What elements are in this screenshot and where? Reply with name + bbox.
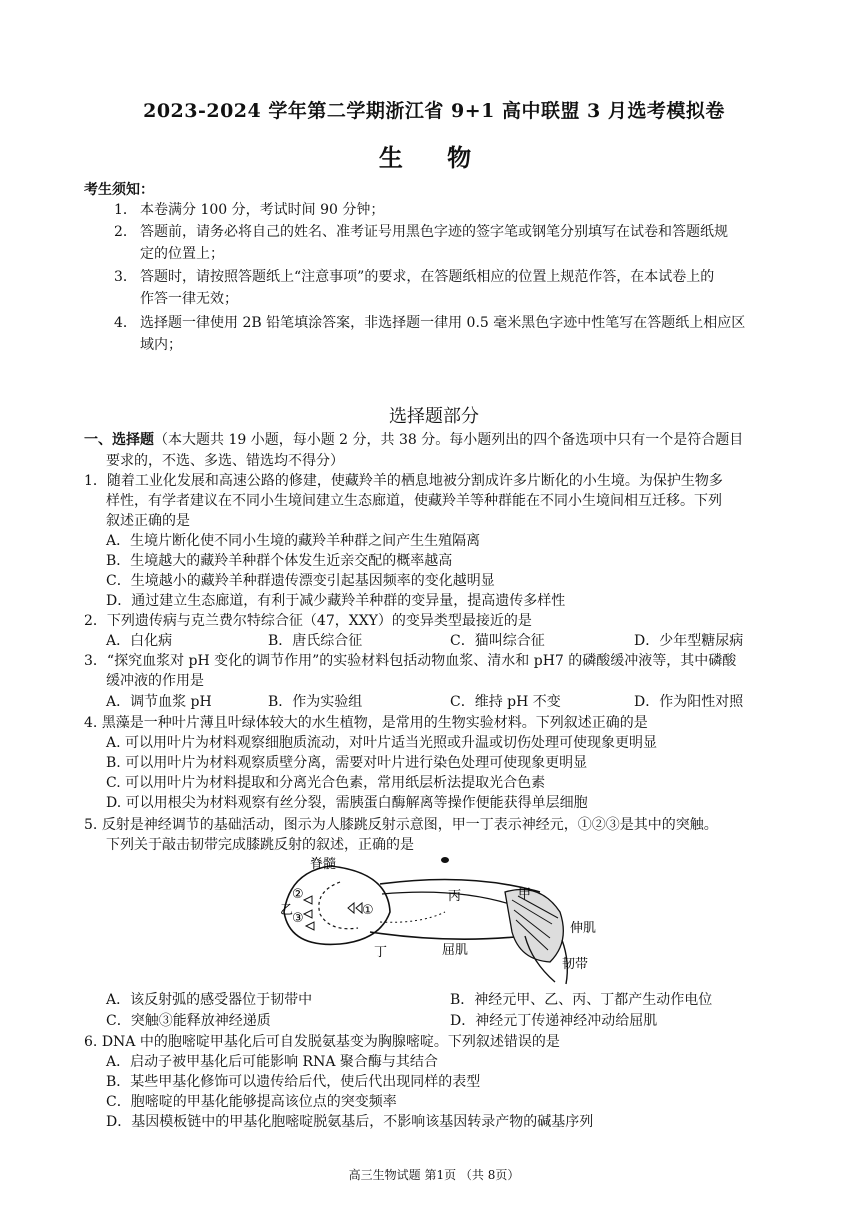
question-stem: 样性，有学者建议在不同小生境间建立生态廊道，使藏羚羊等种群能在不同小生境间相互迁移。下列 xyxy=(106,493,722,509)
notice-text: 本卷满分 100 分，考试时间 90 分钟； xyxy=(140,202,385,218)
label-synapse-3: ③ xyxy=(292,911,304,926)
question-4 xyxy=(84,713,794,813)
question-stem: 反射是神经调节的基础活动，图示为人膝跳反射示意图，甲一丁表示神经元，①②③是其中的突触。 xyxy=(101,817,718,833)
notice-heading: 考生须知： xyxy=(84,182,154,198)
option-a: A．启动子被甲基化后可能影响 RNA 聚合酶与其结合 xyxy=(106,1054,438,1070)
option-c: C．胞嘧啶的甲基化能够提高该位点的突变频率 xyxy=(106,1094,397,1110)
option-c: C. 可以用叶片为材料提取和分离光合色素，常用纸层析法提取光合色素 xyxy=(106,775,546,791)
notice-item-3 xyxy=(114,266,794,310)
question-2 xyxy=(84,611,794,631)
option-b: B．唐氏综合征 xyxy=(268,633,363,649)
label-neuron-yi: 乙 xyxy=(280,903,294,918)
part-desc-cont: 要求的，不选、多选、错选均不得分） xyxy=(106,453,344,469)
notice-num: 4． xyxy=(114,315,137,331)
option-c: C．生境越小的藏羚羊种群遗传漂变引起基因频率的变化越明显 xyxy=(106,573,495,589)
label-ligament: 韧带 xyxy=(562,957,589,972)
ganglion-dot xyxy=(441,857,449,863)
option-a: A．白化病 xyxy=(106,633,173,649)
option-a: A．调节血浆 pH xyxy=(106,694,212,710)
notice-text-cont: 域内； xyxy=(140,337,182,353)
option-c: C．猫叫综合征 xyxy=(450,633,545,649)
question-number: 4. xyxy=(84,715,98,731)
label-flexor: 屈肌 xyxy=(442,943,469,958)
option-b: B．某些甲基化修饰可以遗传给后代，使后代出现同样的表型 xyxy=(106,1074,481,1090)
question-stem: 叙述正确的是 xyxy=(106,513,190,529)
option-d: D．基因模板链中的甲基化胞嘧啶脱氨基后，不影响该基因转录产物的碱基序列 xyxy=(106,1114,594,1130)
question-stem: 下列关于敲击韧带完成膝跳反射的叙述，正确的是 xyxy=(106,837,414,853)
question-number: 2． xyxy=(84,613,107,629)
label-synapse-2: ② xyxy=(292,887,304,902)
question-number: 1． xyxy=(84,473,107,489)
notice-text-cont: 定的位置上； xyxy=(140,246,224,262)
question-5 xyxy=(84,815,794,855)
label-extensor: 伸肌 xyxy=(570,921,597,936)
knee-reflex-figure xyxy=(270,852,610,992)
option-a: A. 可以用叶片为材料观察细胞质流动，对叶片适当光照或升温或切伤处理可使现象更明显 xyxy=(106,735,658,751)
notice-text: 答题时，请按照答题纸上“注意事项”的要求，在答题纸相应的位置上规范作答，在本试卷上的 xyxy=(140,269,715,285)
label-neuron-jia: 甲 xyxy=(518,887,532,902)
part-heading xyxy=(84,430,794,472)
option-b: B．作为实验组 xyxy=(268,694,363,710)
label-neuron-bing: 丙 xyxy=(448,889,462,904)
part-desc: （本大题共 19 小题，每小题 2 分，共 38 分。每小题列出的四个备选项中只有一个是符合题目 xyxy=(154,432,744,448)
question-number: 3． xyxy=(84,653,107,669)
notice-text: 答题前，请务必将自己的姓名、准考证号用黑色字迹的签字笔或钢笔分别填写在试卷和答题纸规 xyxy=(140,224,728,240)
notice-item-4 xyxy=(114,312,794,356)
notice-item-2 xyxy=(114,221,794,265)
notice-num: 2． xyxy=(114,224,137,240)
synapse-marks xyxy=(304,896,314,930)
synapse-marks-center xyxy=(348,903,362,913)
label-synapse-1: ① xyxy=(362,903,374,918)
option-c: C．突触③能释放神经递质 xyxy=(106,1013,271,1029)
exam-title: 2023-2024 学年第二学期浙江省 9+1 高中联盟 3 月选考模拟卷 xyxy=(143,100,725,122)
option-d: D．作为阳性对照 xyxy=(634,694,744,710)
question-1 xyxy=(84,471,794,611)
notice-num: 1． xyxy=(114,202,137,218)
question-number: 6. xyxy=(84,1034,98,1050)
subject-title: 生 物 xyxy=(378,143,490,172)
notice-text: 选择题一律使用 2B 铅笔填涂答案，非选择题一律用 0.5 毫米黑色字迹中性笔写在答题纸上相应区 xyxy=(140,315,746,331)
question-6 xyxy=(84,1032,794,1132)
part-label: 一、选择题 xyxy=(84,432,154,448)
neuron-ding-fiber xyxy=(370,932,525,939)
option-b: B．神经元甲、乙、丙、丁都产生动作电位 xyxy=(450,992,713,1008)
option-a: A．该反射弧的感受器位于韧带中 xyxy=(106,992,313,1008)
option-d: D. 可以用根尖为材料观察有丝分裂，需胰蛋白酶解离等操作便能获得单层细胞 xyxy=(106,795,588,811)
question-number: 5. xyxy=(84,817,98,833)
section-title: 选择题部分 xyxy=(389,406,479,427)
option-a: A．生境片断化使不同小生境的藏羚羊种群之间产生生殖隔离 xyxy=(106,533,481,549)
option-d: D．少年型糖尿病 xyxy=(634,633,744,649)
option-b: B. 可以用叶片为材料观察质壁分离，需要对叶片进行染色处理可使现象更明显 xyxy=(106,755,588,771)
notice-text-cont: 作答一律无效； xyxy=(140,291,238,307)
label-neuron-ding: 丁 xyxy=(374,945,388,960)
notice-num: 3． xyxy=(114,269,137,285)
option-d: D．神经元丁传递神经冲动给屈肌 xyxy=(450,1013,658,1029)
gray-matter-outline xyxy=(319,882,358,929)
label-spinal-cord: 脊髓 xyxy=(310,857,337,872)
question-stem: “探究血浆对 pH 变化的调节作用”的实验材料包括动物血浆、清水和 pH7 的磷酸缓冲液等，其中磷酸 xyxy=(106,653,737,669)
option-b: B．生境越大的藏羚羊种群个体发生近亲交配的概率越高 xyxy=(106,553,453,569)
question-stem: 黑藻是一种叶片薄且叶绿体较大的水生植物，是常用的生物实验材料。下列叙述正确的是 xyxy=(101,715,648,731)
option-c: C．维持 pH 不变 xyxy=(450,694,561,710)
page-footer: 高三生物试题 第1页 （共 8页） xyxy=(348,1168,520,1182)
option-d: D．通过建立生态廊道，有利于减少藏羚羊种群的变异量，提高遗传多样性 xyxy=(106,593,566,609)
question-stem: 缓冲液的作用是 xyxy=(106,673,204,689)
question-stem: DNA 中的胞嘧啶甲基化后可自发脱氨基变为胸腺嘧啶。下列叙述错误的是 xyxy=(101,1034,560,1050)
question-3 xyxy=(84,651,794,691)
notice-item-1 xyxy=(114,199,794,221)
question-stem: 下列遗传病与克兰费尔特综合征（47，XXY）的变异类型最接近的是 xyxy=(106,613,532,629)
question-stem: 随着工业化发展和高速公路的修建，使藏羚羊的栖息地被分割成许多片断化的小生境。为保护生物多 xyxy=(106,473,723,489)
